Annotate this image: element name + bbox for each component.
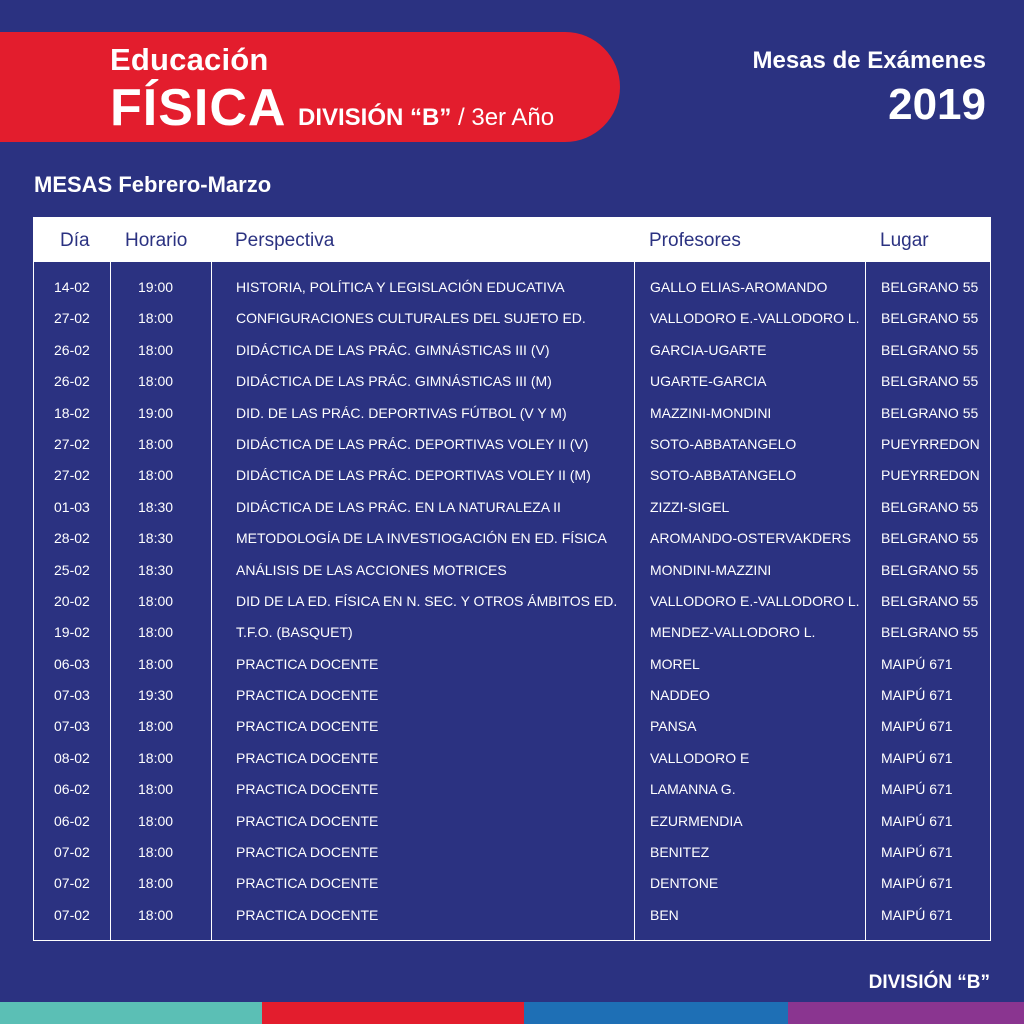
table-row <box>34 555 990 586</box>
table-row <box>34 837 990 868</box>
cell-profesores: VALLODORO E.-VALLODORO L. <box>650 592 860 609</box>
cell-horario: 18:00 <box>138 906 174 923</box>
title-fisica: FÍSICA <box>110 79 287 137</box>
cell-profesores: AROMANDO-OSTERVAKDERS <box>650 530 851 547</box>
footer-stripe-red <box>262 1002 524 1024</box>
mesas-title: Mesas de Exámenes <box>752 47 986 74</box>
cell-lugar: BELGRANO 55 <box>881 341 979 358</box>
header-profesores: Profesores <box>649 230 741 251</box>
cell-horario: 18:00 <box>138 718 174 735</box>
cell-profesores: MONDINI-MAZZINI <box>650 561 772 578</box>
cell-perspectiva: PRACTICA DOCENTE <box>236 906 379 923</box>
division-subtitle <box>298 104 554 132</box>
footer-stripe-blue <box>524 1002 788 1024</box>
cell-perspectiva: DIDÁCTICA DE LAS PRÁC. DEPORTIVAS VOLEY II (M) <box>236 467 591 484</box>
cell-lugar: MAIPÚ 671 <box>881 906 953 923</box>
table-row <box>34 586 990 617</box>
cell-perspectiva: DIDÁCTICA DE LAS PRÁC. EN LA NATURALEZA II <box>236 498 561 515</box>
cell-dia: 06-03 <box>54 655 90 672</box>
cell-profesores: UGARTE-GARCIA <box>650 373 767 390</box>
cell-lugar: BELGRANO 55 <box>881 279 979 295</box>
cell-profesores: SOTO-ABBATANGELO <box>650 467 797 484</box>
cell-dia: 07-02 <box>54 844 90 861</box>
cell-horario: 18:00 <box>138 844 174 861</box>
cell-dia: 08-02 <box>54 749 90 766</box>
cell-horario: 18:00 <box>138 310 174 327</box>
table-row <box>34 774 990 805</box>
cell-perspectiva: DID. DE LAS PRÁC. DEPORTIVAS FÚTBOL (V Y M) <box>236 404 567 421</box>
cell-perspectiva: DIDÁCTICA DE LAS PRÁC. DEPORTIVAS VOLEY II (V) <box>236 435 589 452</box>
footer-stripe-purple <box>788 1002 1024 1024</box>
table-row <box>34 366 990 397</box>
cell-dia: 07-02 <box>54 906 90 923</box>
table-row <box>34 743 990 774</box>
cell-profesores: GALLO ELIAS-AROMANDO <box>650 279 828 295</box>
cell-lugar: MAIPÚ 671 <box>881 844 953 861</box>
cell-profesores: VALLODORO E.-VALLODORO L. <box>650 310 860 327</box>
cell-profesores: NADDEO <box>650 687 710 704</box>
division-label: DIVISIÓN “B” <box>298 104 452 131</box>
cell-dia: 27-02 <box>54 310 90 327</box>
cell-lugar: MAIPÚ 671 <box>881 655 953 672</box>
cell-profesores: LAMANNA G. <box>650 781 736 798</box>
cell-perspectiva: DIDÁCTICA DE LAS PRÁC. GIMNÁSTICAS III (V) <box>236 341 550 358</box>
cell-horario: 18:00 <box>138 781 174 798</box>
header-lugar: Lugar <box>880 230 929 251</box>
table-row <box>34 680 990 711</box>
cell-dia: 28-02 <box>54 530 90 547</box>
cell-profesores: EZURMENDIA <box>650 812 743 829</box>
cell-dia: 26-02 <box>54 341 90 358</box>
cell-perspectiva: PRACTICA DOCENTE <box>236 655 379 672</box>
header-dia: Día <box>60 230 90 251</box>
cell-profesores: MAZZINI-MONDINI <box>650 404 772 421</box>
table-row <box>34 523 990 554</box>
table-row <box>34 492 990 523</box>
cell-perspectiva: PRACTICA DOCENTE <box>236 875 379 892</box>
year-of-study-label: / 3er Año <box>451 104 555 131</box>
cell-perspectiva: PRACTICA DOCENTE <box>236 844 379 861</box>
cell-horario: 18:30 <box>138 530 174 547</box>
cell-horario: 18:00 <box>138 875 174 892</box>
table-row <box>34 649 990 680</box>
cell-perspectiva: PRACTICA DOCENTE <box>236 749 379 766</box>
table-row <box>34 806 990 837</box>
cell-dia: 06-02 <box>54 812 90 829</box>
table-row <box>34 335 990 366</box>
cell-dia: 18-02 <box>54 404 90 421</box>
cell-profesores: MOREL <box>650 655 700 672</box>
cell-lugar: BELGRANO 55 <box>881 310 979 327</box>
cell-lugar: PUEYRREDON <box>881 467 980 484</box>
cell-lugar: MAIPÚ 671 <box>881 875 953 892</box>
cell-lugar: MAIPÚ 671 <box>881 812 953 829</box>
cell-lugar: MAIPÚ 671 <box>881 749 953 766</box>
cell-perspectiva: PRACTICA DOCENTE <box>236 718 379 735</box>
cell-lugar: BELGRANO 55 <box>881 561 979 578</box>
table-row <box>34 460 990 491</box>
cell-perspectiva: ANÁLISIS DE LAS ACCIONES MOTRICES <box>236 561 507 578</box>
title-educacion: Educación <box>110 42 269 77</box>
cell-perspectiva: HISTORIA, POLÍTICA Y LEGISLACIÓN EDUCATIVA <box>236 279 565 295</box>
cell-perspectiva: PRACTICA DOCENTE <box>236 687 379 704</box>
table-row <box>34 429 990 460</box>
table-row <box>34 868 990 899</box>
cell-lugar: MAIPÚ 671 <box>881 687 953 704</box>
cell-lugar: MAIPÚ 671 <box>881 718 953 735</box>
cell-lugar: BELGRANO 55 <box>881 404 979 421</box>
cell-horario: 18:00 <box>138 373 174 390</box>
cell-dia: 26-02 <box>54 373 90 390</box>
cell-profesores: MENDEZ-VALLODORO L. <box>650 624 816 641</box>
cell-horario: 18:00 <box>138 655 174 672</box>
cell-horario: 18:30 <box>138 561 174 578</box>
cell-perspectiva: CONFIGURACIONES CULTURALES DEL SUJETO ED. <box>236 310 586 327</box>
cell-horario: 18:00 <box>138 624 174 641</box>
cell-perspectiva: PRACTICA DOCENTE <box>236 781 379 798</box>
table-row <box>34 617 990 648</box>
cell-perspectiva: METODOLOGÍA DE LA INVESTIOGACIÓN EN ED. FÍSICA <box>236 530 607 547</box>
table-row <box>34 303 990 334</box>
cell-dia: 07-02 <box>54 875 90 892</box>
footer-division-label: DIVISIÓN “B” <box>868 972 990 993</box>
cell-horario: 18:00 <box>138 467 174 484</box>
cell-dia: 01-03 <box>54 498 90 515</box>
cell-lugar: MAIPÚ 671 <box>881 781 953 798</box>
cell-lugar: PUEYRREDON <box>881 435 980 452</box>
cell-lugar: BELGRANO 55 <box>881 498 979 515</box>
cell-lugar: BELGRANO 55 <box>881 592 979 609</box>
header-perspectiva: Perspectiva <box>235 230 335 251</box>
table-row <box>34 272 990 303</box>
footer-stripe-teal <box>0 1002 262 1024</box>
section-title: MESAS Febrero-Marzo <box>34 172 272 197</box>
cell-perspectiva: DID DE LA ED. FÍSICA EN N. SEC. Y OTROS ÁMBITOS ED. <box>236 592 618 609</box>
cell-profesores: BEN <box>650 906 679 923</box>
cell-perspectiva: T.F.O. (BASQUET) <box>236 624 353 641</box>
cell-profesores: VALLODORO E <box>650 749 750 766</box>
cell-dia: 27-02 <box>54 467 90 484</box>
table-header <box>34 218 990 262</box>
cell-profesores: BENITEZ <box>650 844 710 861</box>
cell-profesores: SOTO-ABBATANGELO <box>650 435 797 452</box>
table-row <box>34 900 990 931</box>
cell-profesores: GARCIA-UGARTE <box>650 341 767 358</box>
table-body <box>34 272 990 931</box>
cell-dia: 14-02 <box>54 279 90 295</box>
cell-lugar: BELGRANO 55 <box>881 624 979 641</box>
year-label: 2019 <box>888 80 986 129</box>
cell-horario: 18:00 <box>138 341 174 358</box>
cell-horario: 19:30 <box>138 687 174 704</box>
cell-dia: 19-02 <box>54 624 90 641</box>
exam-table <box>33 217 991 941</box>
cell-dia: 07-03 <box>54 687 90 704</box>
cell-horario: 18:00 <box>138 749 174 766</box>
cell-lugar: BELGRANO 55 <box>881 530 979 547</box>
table-row <box>34 398 990 429</box>
cell-lugar: BELGRANO 55 <box>881 373 979 390</box>
cell-dia: 06-02 <box>54 781 90 798</box>
cell-profesores: DENTONE <box>650 875 719 892</box>
cell-perspectiva: PRACTICA DOCENTE <box>236 812 379 829</box>
cell-horario: 19:00 <box>138 279 174 295</box>
table-row <box>34 711 990 742</box>
cell-dia: 25-02 <box>54 561 90 578</box>
cell-horario: 19:00 <box>138 404 174 421</box>
cell-profesores: PANSA <box>650 718 697 735</box>
cell-dia: 20-02 <box>54 592 90 609</box>
cell-horario: 18:30 <box>138 498 174 515</box>
cell-horario: 18:00 <box>138 812 174 829</box>
cell-perspectiva: DIDÁCTICA DE LAS PRÁC. GIMNÁSTICAS III (M) <box>236 373 552 390</box>
cell-horario: 18:00 <box>138 435 174 452</box>
header-horario: Horario <box>125 230 188 251</box>
cell-profesores: ZIZZI-SIGEL <box>650 498 730 515</box>
cell-dia: 27-02 <box>54 435 90 452</box>
cell-horario: 18:00 <box>138 592 174 609</box>
cell-dia: 07-03 <box>54 718 90 735</box>
